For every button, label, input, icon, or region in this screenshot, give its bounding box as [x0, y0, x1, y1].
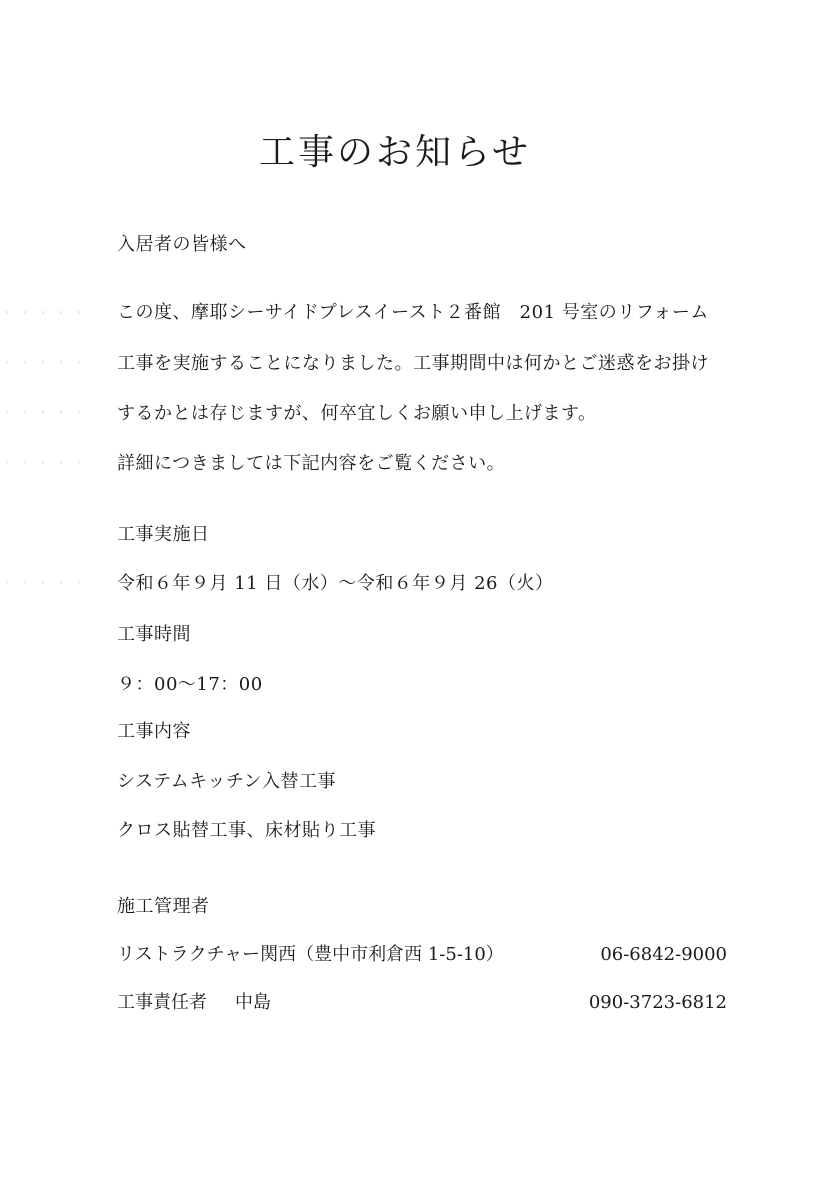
company-phone: 06-6842-9000	[600, 944, 727, 965]
time-label: 工事時間	[117, 624, 191, 645]
show-through-mark: ・・・・・	[0, 356, 90, 372]
time-value: ９：00～17：00	[117, 674, 263, 695]
responsible-row	[117, 990, 727, 1016]
content-item-2: クロス貼替工事、床材貼り工事	[117, 820, 376, 841]
notice-title: 工事のお知らせ	[259, 132, 531, 173]
body-line-3: するかとは存じますが、何卒宜しくお願い申し上げます。	[117, 403, 597, 424]
content-item-1: システムキッチン入替工事	[117, 771, 336, 792]
manager-label: 施工管理者	[117, 896, 210, 917]
company-name: リストラクチャー関西（豊中市利倉西 1-5-10）	[117, 944, 504, 965]
responsible-person	[117, 990, 271, 1016]
body-line-2: 工事を実施することになりました。工事期間中は何かとご迷惑をお掛け	[117, 353, 709, 374]
greeting: 入居者の皆様へ	[117, 234, 247, 255]
date-label: 工事実施日	[117, 524, 210, 545]
responsible-label: 工事責任者	[117, 992, 207, 1013]
content-label: 工事内容	[117, 721, 191, 742]
body-line-4: 詳細につきましては下記内容をご覧ください。	[117, 453, 506, 474]
responsible-name: 中島	[235, 992, 271, 1013]
show-through-mark: ・・・・・	[0, 406, 90, 422]
show-through-mark: ・・・・・	[0, 306, 90, 322]
company-row	[117, 942, 727, 968]
body-line-1: この度、摩耶シーサイドプレスイースト２番館 201 号室のリフォーム	[117, 302, 709, 323]
responsible-phone: 090-3723-6812	[588, 992, 727, 1013]
date-value: 令和６年９月 11 日（水）～令和６年９月 26（火）	[117, 573, 554, 594]
show-through-mark: ・・・・・	[0, 456, 90, 472]
show-through-mark: ・・・・・	[0, 576, 90, 592]
